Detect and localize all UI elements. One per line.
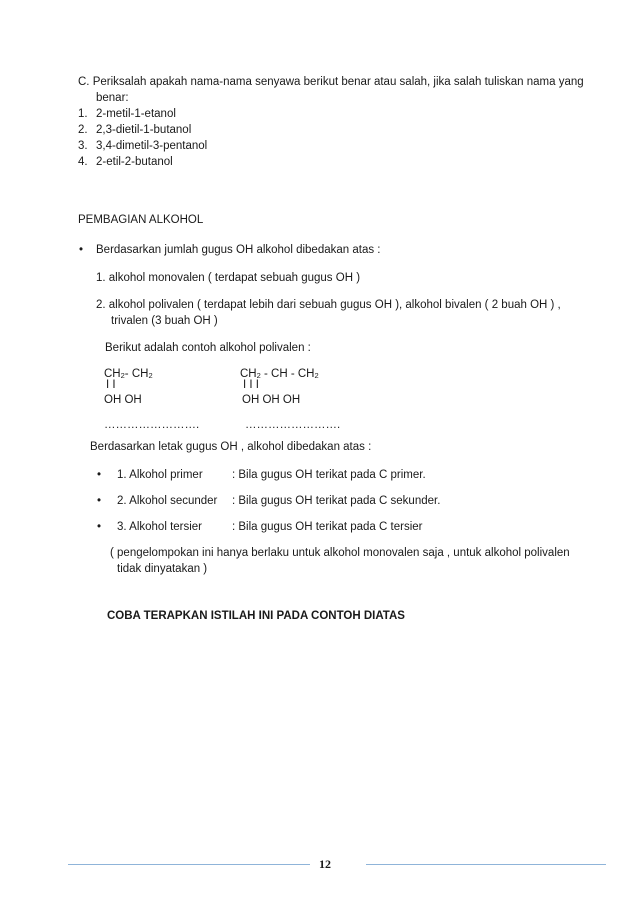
oh-groups: OH OH (104, 394, 142, 406)
list-item-number: 3. (78, 140, 88, 152)
list-item: 2-etil-2-butanol (96, 156, 173, 168)
bond-lines: I I (106, 379, 116, 391)
example-intro: Berikut adalah contoh alkohol polivalen : (105, 342, 311, 354)
list-item: 3,4-dimetil-3-pentanol (96, 140, 208, 152)
instruction-heading: COBA TERAPKAN ISTILAH INI PADA CONTOH DIATAS (107, 610, 405, 622)
footer-rule-left (68, 864, 310, 865)
footer-rule-right (366, 864, 606, 865)
page-number: 12 (319, 857, 331, 871)
list-item-label: 1. Alkohol primer (117, 469, 203, 481)
letak-heading: Berdasarkan letak gugus OH , alkohol dibedakan atas : (90, 441, 372, 453)
list-item-number: 2. (78, 124, 88, 136)
list-item-desc: : Bila gugus OH terikat pada C sekunder. (232, 495, 441, 507)
list-item-number: 1. (78, 108, 88, 120)
monovalen-text: 1. alkohol monovalen ( terdapat sebuah gugus OH ) (96, 272, 361, 284)
bullet-icon: • (79, 244, 84, 256)
bullet-icon: • (97, 469, 102, 481)
question-c-intro: C. Periksalah apakah nama-nama senyawa berikut benar atau salah, jika salah tuliskan nama yang (78, 76, 584, 88)
bullet-icon: • (97, 521, 102, 533)
note-text-cont: tidak dinyatakan ) (117, 563, 208, 575)
formula-ch2-ch-ch2: CH2 - CH - CH2 (240, 368, 319, 380)
polivalen-text: 2. alkohol polivalen ( terdapat lebih dari sebuah gugus OH ), alkohol bivalen ( 2 buah OH ) , (96, 299, 561, 311)
answer-blank: ……………………. (245, 419, 341, 431)
list-item-number: 4. (78, 156, 88, 168)
polivalen-text-cont: trivalen (3 buah OH ) (111, 315, 218, 327)
bullet-text-jumlah: Berdasarkan jumlah gugus OH alkohol dibedakan atas : (96, 244, 381, 256)
list-item-label: 2. Alkohol secunder (117, 495, 218, 507)
list-item: 2-metil-1-etanol (96, 108, 176, 120)
note-text: ( pengelompokan ini hanya berlaku untuk alkohol monovalen saja , untuk alkohol polivalen (110, 547, 570, 559)
bullet-icon: • (97, 495, 102, 507)
list-item-desc: : Bila gugus OH terikat pada C tersier (232, 521, 423, 533)
question-c-intro-cont: benar: (96, 92, 129, 104)
section-heading: PEMBAGIAN ALKOHOL (78, 214, 204, 226)
answer-blank: ……………………. (104, 419, 200, 431)
list-item-desc: : Bila gugus OH terikat pada C primer. (232, 469, 426, 481)
oh-groups: OH OH OH (242, 394, 301, 406)
formula-ch2-ch2: CH2- CH2 (104, 368, 153, 380)
bond-lines: I I I (243, 379, 259, 391)
list-item: 2,3-dietil-1-butanol (96, 124, 192, 136)
list-item-label: 3. Alkohol tersier (117, 521, 203, 533)
